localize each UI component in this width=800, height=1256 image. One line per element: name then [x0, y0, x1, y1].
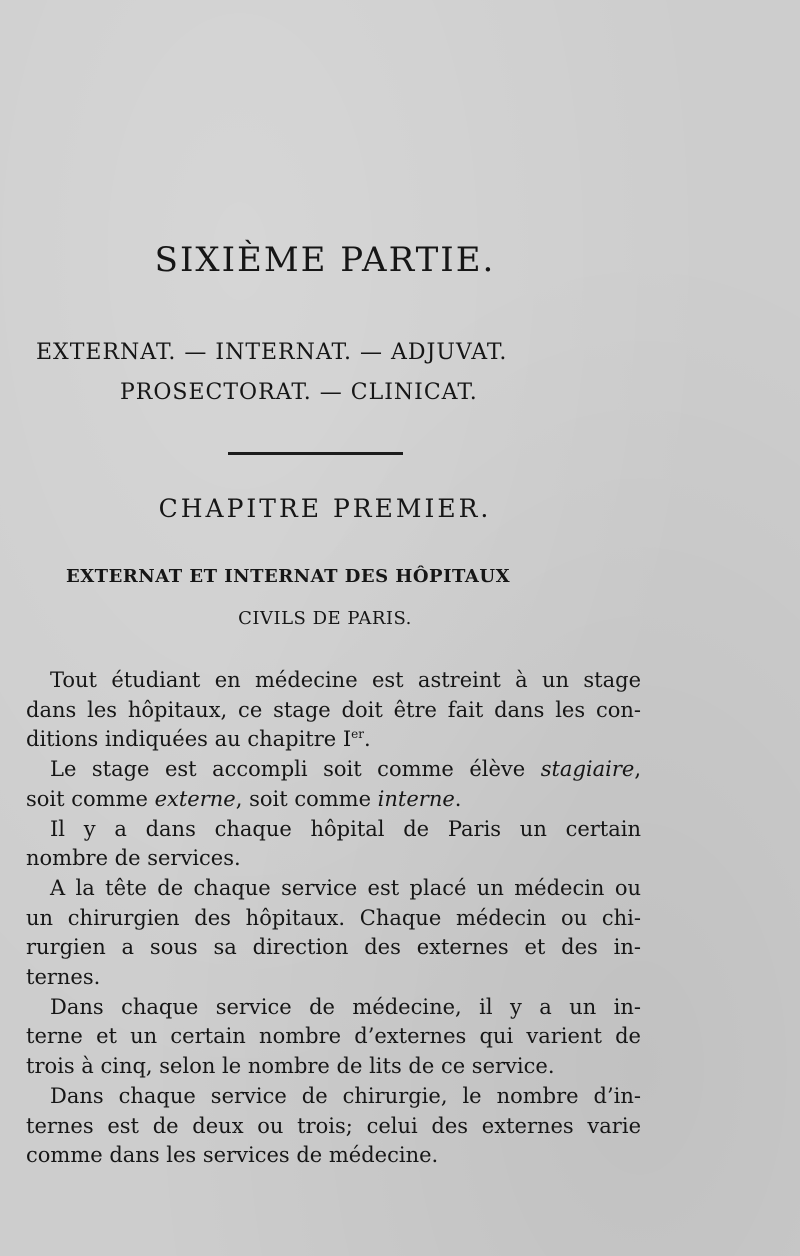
part-title: SIXIÈME PARTIE.: [154, 240, 496, 280]
paragraph-line: rurgien a sous sa direction des externes et des in-: [26, 935, 641, 960]
paragraph-line: soit comme externe, soit comme interne.: [26, 786, 462, 811]
part-subtitle-line-1: EXTERNAT. — INTERNAT. — ADJUVAT.: [36, 340, 508, 365]
paragraph-line: comme dans les services de médecine.: [26, 1143, 439, 1168]
paragraph-line: nombre de services.: [26, 846, 241, 871]
paragraph-line: un chirurgien des hôpitaux. Chaque médecin ou chi-: [26, 905, 641, 930]
paragraph-line: terne et un certain nombre d’externes qui varient de: [26, 1024, 641, 1049]
paragraph-line: A la tête de chaque service est placé un médecin ou: [50, 875, 641, 900]
section-heading-line-1: EXTERNAT ET INTERNAT DES HÔPITAUX: [66, 566, 511, 587]
part-subtitle-line-2: PROSECTORAT. — CLINICAT.: [120, 380, 478, 405]
paragraph-line: dans les hôpitaux, ce stage doit être fait dans les con-: [26, 697, 641, 722]
paragraph-line: trois à cinq, selon le nombre de lits de ce service.: [26, 1054, 555, 1079]
paragraph-line: Le stage est accompli soit comme élève stagiaire,: [50, 757, 641, 782]
italic-externe: externe: [154, 786, 236, 811]
paragraph-line: Il y a dans chaque hôpital de Paris un certain: [50, 816, 641, 841]
paragraph-line: Dans chaque service de médecine, il y a un in-: [50, 994, 641, 1019]
italic-interne: interne: [377, 786, 455, 811]
section-heading-line-2: CIVILS DE PARIS.: [238, 608, 412, 629]
paragraph-line: ternes.: [26, 965, 101, 990]
paragraph-line: ditions indiquées au chapitre Ier.: [26, 727, 371, 752]
italic-stagiaire: stagiaire: [540, 757, 635, 782]
body-text: [26, 666, 641, 1171]
superscript-er: er: [351, 727, 365, 742]
chapter-title: CHAPITRE PREMIER.: [158, 494, 492, 523]
divider-rule: [228, 452, 403, 455]
paragraph-line: ternes est de deux ou trois; celui des externes varie: [26, 1113, 641, 1138]
paragraph-line: Dans chaque service de chirurgie, le nombre d’in-: [50, 1083, 641, 1108]
paragraph-line: Tout étudiant en médecine est astreint à un stage: [50, 668, 641, 692]
